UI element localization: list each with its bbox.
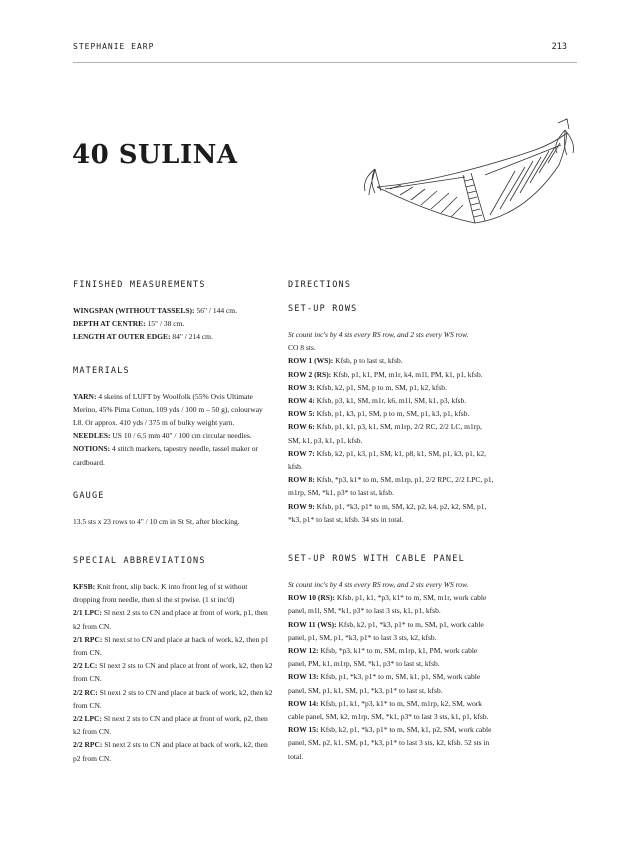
directions-heading: DIRECTIONS (288, 280, 352, 290)
right-column (288, 280, 496, 763)
abbreviation-item: 2/2 RPC: Sl next 2 sts to CN and place at back of work, k2, then p2 from CN. (73, 740, 268, 763)
pattern-row: ROW 9: Kfsb, p1, *k3, p1* to m, SM, k2, p2, k4, p2, k2, SM, p1, *k3, p1* to last st, kfsb. 34 sts in total. (288, 501, 487, 524)
cable-panel-heading: SET-UP ROWS WITH CABLE PANEL (288, 554, 465, 565)
running-head: STEPHANIE EARP (73, 42, 155, 51)
abbreviation-item: 2/2 LPC: Sl next 2 sts to CN and place at front of work, p2, then k2 from CN. (73, 714, 268, 737)
cast-on: CO 8 sts. (288, 343, 316, 353)
measurement-row: LENGTH AT OUTER EDGE: 84" / 214 cm. (73, 332, 213, 342)
abbreviation-item: KFSB: Knit front, slip back. K into front leg of st without dropping from needle, then sl the st pwise. (1 st inc'd) (73, 582, 248, 605)
pattern-row: ROW 12: Kfsb, *p3, k1* to m, SM, m1rp, k1, PM, work cable panel, PM, k1, m1rp, SM, *k1, p3* to last st, kfsb. (288, 646, 478, 669)
pattern-title: 40 SULINA (72, 140, 238, 170)
pattern-row: ROW 1 (WS): Kfsb, p to last st, kfsb. (288, 356, 403, 366)
materials-notions: NOTIONS: 4 stitch markers, tapestry needle, tassel maker or cardboard. (73, 444, 258, 467)
abbreviation-item: 2/1 RPC: Sl next st to CN and place at back of work, k2, then p1 from CN. (73, 634, 269, 658)
pattern-row: ROW 8: Kfsb, *p3, k1* to m, SM, m1rp, p1, 2/2 RPC, 2/2 LPC, p1, m1rp, SM, *k1, p3* to last st, kfsb. (288, 475, 494, 498)
finished-measurements-heading: FINISHED MEASUREMENTS (73, 280, 206, 290)
materials-heading: MATERIALS (73, 365, 130, 376)
left-tassel (364, 169, 381, 195)
abbreviation-item: 2/2 LC: Sl next 2 sts to CN and place at front of work, k2, then k2 from CN. (73, 661, 273, 684)
gauge-text: 13.5 sts x 23 rows to 4" / 10 cm in St St, after blocking. (73, 516, 240, 526)
measurement-row: DEPTH AT CENTRE: 15" / 38 cm. (73, 319, 185, 329)
setup-rows-heading: SET-UP ROWS (288, 304, 358, 314)
cable-note: St count inc's by 4 sts every RS row, and 2 sts every WS row. (288, 580, 469, 590)
abbreviation-item: 2/2 RC: Sl next 2 sts to CN and place at back of work, k2, then k2 from CN. (73, 687, 273, 710)
shawl-illustration (345, 105, 585, 245)
pattern-row: ROW 2 (RS): Kfsb, p1, k1, PM, m1r, k4, m1l, PM, k1, p1, kfsb. (288, 369, 483, 379)
abbreviation-item: 2/1 LPC: Sl next 2 sts to CN and place at front of work, p1, then k2 from CN. (73, 608, 268, 631)
pattern-row: ROW 10 (RS): Kfsb, p1, k1, *p3, k1* to m, SM, m1r, work cable panel, m1l, SM, *k1, p3* to last 3 sts, k1, p1, kfsb. (288, 593, 487, 616)
pattern-row: ROW 15: Kfsb, k2, p1, *k3, p1* to m, SM, k1, p2, SM, work cable panel, SM, p2, k1, SM, p1, *k3, p1* to last 3 sts, k2, kfsb. 52 sts in total. (288, 725, 492, 761)
special-abbreviations-heading: SPECIAL ABBREVIATIONS (73, 556, 206, 567)
page-number: 213 (551, 42, 567, 52)
pattern-row: ROW 7: Kfsb, k2, p1, k3, p1, SM, k1, p8, k1, SM, p1, k3, p1, k2, kfsb. (288, 448, 487, 472)
gauge-heading: GAUGE (73, 490, 105, 501)
pattern-row: ROW 6: Kfsb, p1, k1, p3, k1, SM, m1rp, 2/2 RC, 2/2 LC, m1rp, SM, k1, p3, k1, p1, kfsb. (288, 422, 482, 445)
pattern-row: ROW 5: Kfsb, p1, k3, p1, SM, p to m, SM, p1, k3, p1, kfsb. (288, 409, 470, 419)
pattern-row: ROW 13: Kfsb, p1, *k3, p1* to m, SM, k1, p1, SM, work cable panel, SM, p1, k1, SM, p1, *k3, p1* to last st, kfsb. (288, 672, 481, 695)
materials-yarn: YARN: 4 skeins of LUFT by Woolfolk (55% Ovis Ultimate Merino, 45% Pima Cotton, 109 yds / 100 m – 50 g), colourway L8. Or approx. 410 yds / 375 m of bulky weight yarn. (73, 391, 263, 428)
header-rule (73, 62, 577, 63)
materials-needles: NEEDLES: US 10 / 6.5 mm 40" / 100 cm circular needles. (73, 431, 252, 441)
measurement-row: WINGSPAN (WITHOUT TASSELS): 56" / 144 cm. (73, 306, 237, 315)
setup-note: St count inc's by 4 sts every RS row, and 2 sts every WS row. (288, 330, 469, 339)
pattern-row: ROW 4: Kfsb, p3, k1, SM, m1r, k6, m1l, SM, k1, p3, kfsb. (288, 396, 467, 406)
pattern-row: ROW 3: Kfsb, k2, p1, SM, p to m, SM, p1, k2, kfsb. (288, 382, 447, 392)
left-column (73, 280, 273, 765)
pattern-row: ROW 14: Kfsb, p1, k1, *p3, k1* to m, SM, m1rp, k2, SM, work cable panel, SM, k2, m1rp, SM, *k1, p3* to last 3 sts, k1, p1, kfsb. (288, 698, 489, 722)
pattern-row: ROW 11 (WS): Kfsb, k2, p1, *k3, p1* to m, SM, p1, work cable panel, p1, SM, p1, *k3, p1* to last 3 sts, k2, kfsb. (288, 619, 484, 642)
right-tassel (556, 119, 574, 155)
